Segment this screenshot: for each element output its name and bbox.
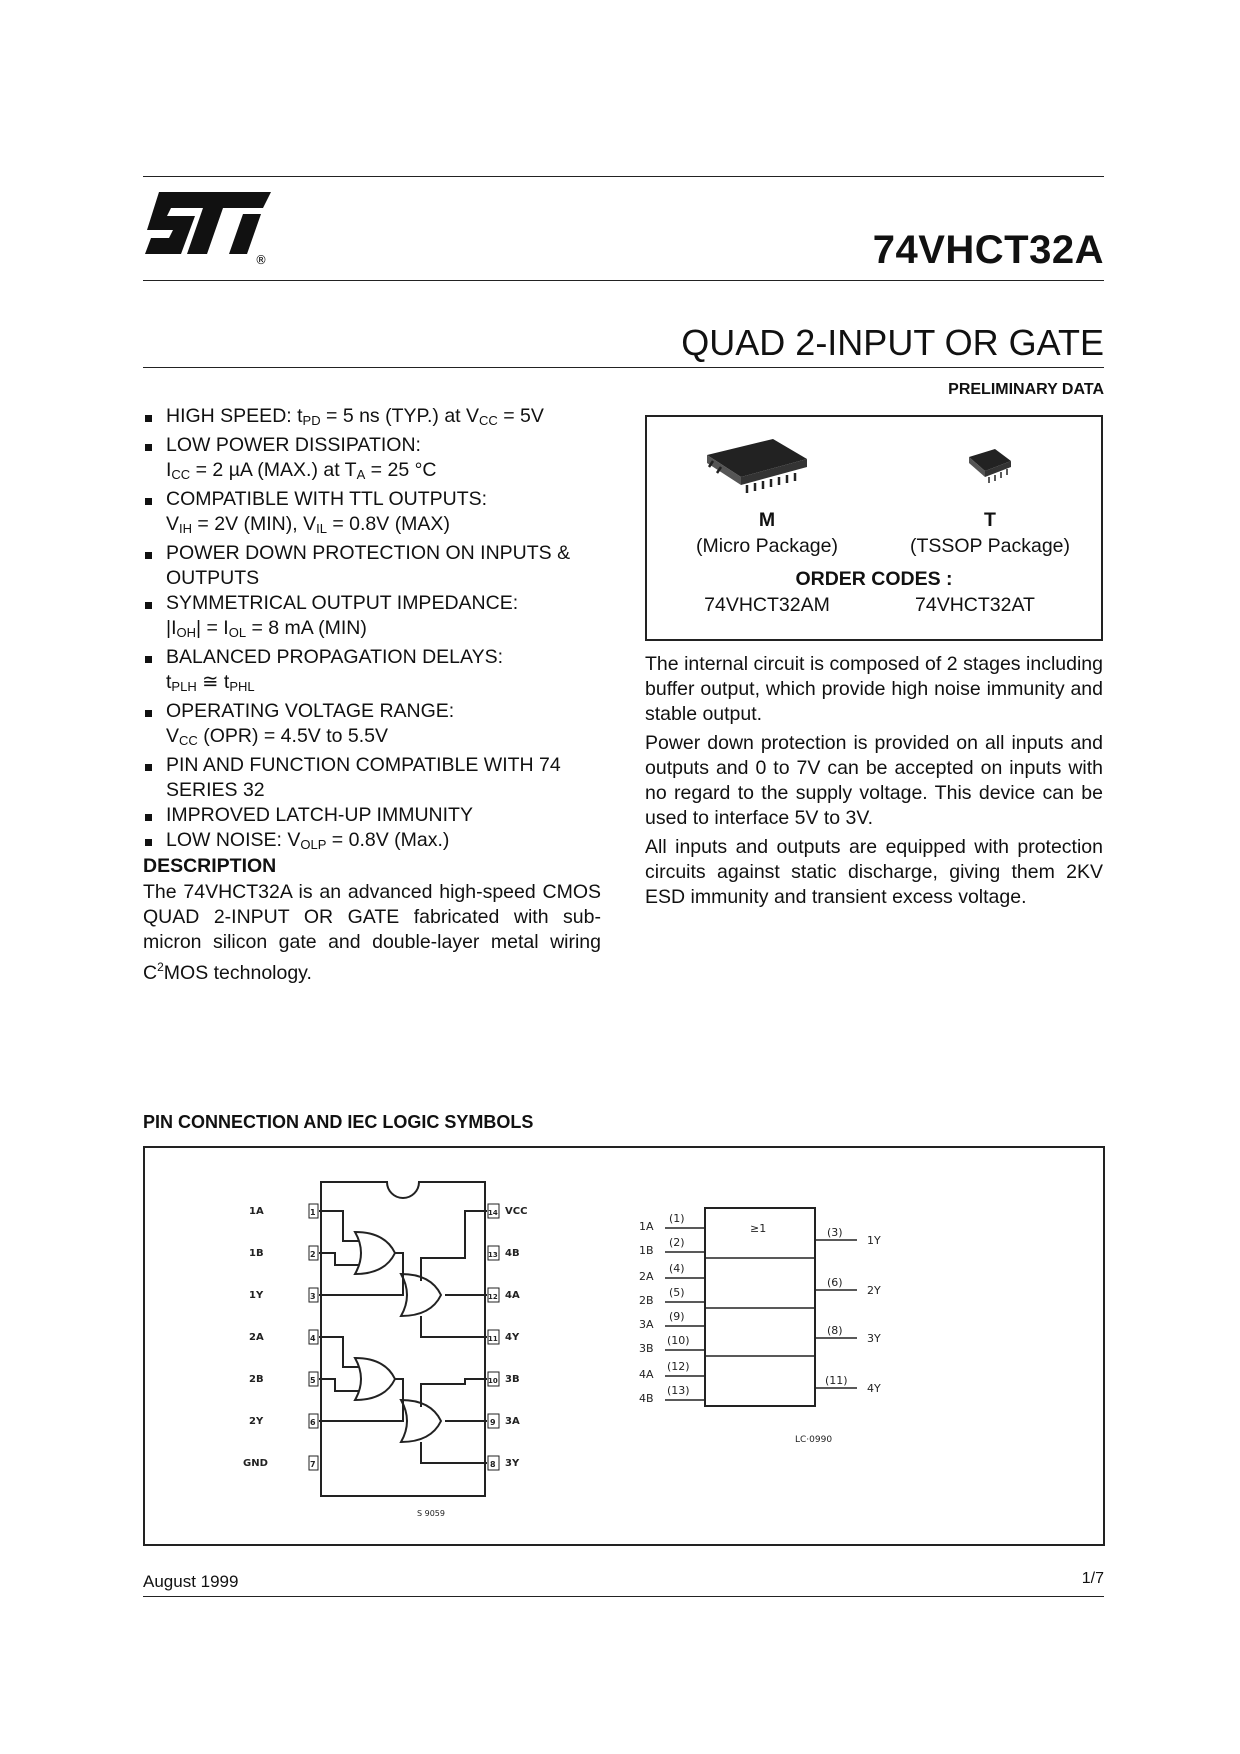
dip-pinout-diagram [243, 1182, 527, 1518]
tssop-package-image [965, 447, 1015, 487]
package-box [645, 415, 1103, 641]
order-codes-title: ORDER CODES : [795, 568, 953, 590]
svg-text:8: 8 [490, 1460, 496, 1469]
iec-output-num-6: (6) [827, 1276, 843, 1289]
iec-input-4b: 4B [639, 1392, 654, 1405]
pin-diagrams [145, 1148, 1103, 1544]
preliminary-data-label: PRELIMINARY DATA [948, 381, 1104, 398]
iec-output-1y: 1Y [867, 1234, 881, 1247]
order-code-m: 74VHCT32AM [704, 594, 830, 616]
logo-registered-mark: ® [255, 253, 267, 267]
svg-text:6: 6 [310, 1418, 316, 1427]
iec-input-2a: 2A [639, 1270, 654, 1283]
feature-list [143, 404, 613, 857]
svg-text:4: 4 [310, 1334, 316, 1343]
feature-pin-compatible: PIN AND FUNCTION COMPATIBLE WITH 74 SERIES 32 [143, 753, 613, 803]
right-pin-13 [488, 1246, 520, 1260]
svg-text:14: 14 [488, 1209, 498, 1217]
pin-connection-box [143, 1146, 1105, 1546]
right-pin-10 [488, 1372, 520, 1386]
svg-text:VCC: VCC [505, 1206, 528, 1217]
iec-input-num-13: (13) [667, 1384, 690, 1397]
svg-text:1B: 1B [249, 1248, 264, 1259]
internal-circuit-paragraph: The internal circuit is composed of 2 stages including buffer output, which provide high noise immunity and stable output. [645, 653, 1103, 725]
iec-input-1a: 1A [639, 1220, 654, 1233]
svg-text:3A: 3A [505, 1416, 520, 1427]
iec-input-3b: 3B [639, 1342, 654, 1355]
svg-text:12: 12 [488, 1293, 498, 1301]
feature-ttl-compatible: COMPATIBLE WITH TTL OUTPUTS: $V_{IH} = 2V$ (MIN), $V_{IL} = 0.8V$ (MAX) [143, 487, 613, 541]
iec-logic-symbol [639, 1208, 881, 1445]
pin-connection-heading: PIN CONNECTION AND IEC LOGIC SYMBOLS [143, 1112, 534, 1132]
iec-input-num-1: (1) [669, 1212, 685, 1225]
svg-text:2A: 2A [249, 1332, 264, 1343]
micro-package-letter: M [758, 509, 776, 531]
iec-diagram-code: LC·0990 [795, 1435, 833, 1445]
svg-text:2B: 2B [249, 1374, 264, 1385]
svg-text:3B: 3B [505, 1374, 520, 1385]
svg-text:10: 10 [488, 1377, 498, 1385]
tssop-package-letter: T [984, 509, 996, 531]
svg-text:1: 1 [310, 1208, 316, 1217]
iec-input-num-10: (10) [667, 1334, 690, 1347]
feature-power-down: POWER DOWN PROTECTION ON INPUTS & OUTPUTS [143, 541, 613, 591]
feature-low-power: LOW POWER DISSIPATION: $I_{CC} = 2$ µA (MAX.) at $T_A = 25$ °C [143, 433, 613, 487]
iec-output-2y: 2Y [867, 1284, 881, 1297]
feature-high-speed: HIGH SPEED: $t_{PD} = 5$ ns (TYP.) at $V_{CC} = 5V$ [143, 404, 613, 433]
order-code-t: 74VHCT32AT [915, 594, 1035, 616]
svg-text:5: 5 [310, 1376, 316, 1385]
svg-text:GND: GND [243, 1458, 268, 1469]
iec-input-4a: 4A [639, 1368, 654, 1381]
svg-text:3: 3 [310, 1292, 316, 1301]
title-rule [143, 367, 1104, 368]
footer-rule [143, 1596, 1104, 1597]
left-pin-6 [249, 1414, 318, 1428]
svg-text:4A: 4A [505, 1290, 520, 1301]
footer-page-number: 1/7 [1081, 1570, 1104, 1587]
micro-package-name: (Micro Package) [696, 535, 838, 557]
dip-diagram-code: S 9059 [417, 1509, 445, 1518]
iec-input-1b: 1B [639, 1244, 654, 1257]
left-pin-1 [249, 1204, 318, 1218]
svg-text:9: 9 [490, 1418, 496, 1427]
iec-output-num-8: (8) [827, 1324, 843, 1337]
or-gate-3 [355, 1358, 395, 1400]
svg-text:2Y: 2Y [249, 1416, 264, 1427]
esd-protection-paragraph: All inputs and outputs are equipped with protection circuits against static discharge, giving them 2KV ESD immunity and transient excess voltage. [645, 836, 1103, 908]
tssop-package-name: (TSSOP Package) [909, 535, 1071, 557]
svg-text:11: 11 [488, 1335, 498, 1343]
svg-text:2: 2 [310, 1250, 316, 1259]
iec-output-4y: 4Y [867, 1382, 881, 1395]
iec-output-num-3: (3) [827, 1226, 843, 1239]
feature-low-noise: LOW NOISE: $V_{OLP} = 0.8V$ (Max.) [143, 828, 613, 857]
left-pin-5 [249, 1372, 318, 1386]
svg-text:4B: 4B [505, 1248, 520, 1259]
iec-output-3y: 3Y [867, 1332, 881, 1345]
power-down-paragraph: Power down protection is provided on all inputs and outputs and 0 to 7V can be accepted on inputs with no regard to the supply voltage. This device can be used to interface 5V to 3V. [645, 732, 1103, 829]
document-title: QUAD 2-INPUT OR GATE [681, 322, 1104, 363]
svg-text:13: 13 [488, 1251, 498, 1259]
feature-latch-up: IMPROVED LATCH-UP IMMUNITY [143, 803, 613, 828]
svg-text:4Y: 4Y [505, 1332, 520, 1343]
iec-input-num-9: (9) [669, 1310, 685, 1323]
feature-voltage-range: OPERATING VOLTAGE RANGE: $V_{CC}$ (OPR) = 4.5V to 5.5V [143, 699, 613, 753]
left-pin-4 [249, 1330, 318, 1344]
iec-input-num-2: (2) [669, 1236, 685, 1249]
iec-input-num-12: (12) [667, 1360, 690, 1373]
iec-input-num-5: (5) [669, 1286, 685, 1299]
svg-text:1Y: 1Y [249, 1290, 264, 1301]
footer-date: August 1999 [143, 1572, 239, 1591]
micro-package-image [703, 437, 813, 497]
description-text: The 74VHCT32A is an advanced high-speed CMOS QUAD 2-INPUT OR GATE fabricated with sub-micron silicon gate and double-layer metal wiring $C^2MOS$ technology. [143, 881, 601, 984]
left-pin-3 [249, 1288, 318, 1302]
left-pin-7 [243, 1456, 318, 1470]
svg-text:7: 7 [310, 1460, 316, 1469]
iec-or-symbol: ≥1 [750, 1222, 767, 1235]
st-logo [143, 190, 273, 270]
feature-output-impedance: SYMMETRICAL OUTPUT IMPEDANCE: $|I_{OH}| = I_{OL} = 8$ mA (MIN) [143, 591, 613, 645]
header-rule [143, 280, 1104, 281]
right-pin-9 [488, 1414, 520, 1428]
part-number: 74VHCT32A [872, 228, 1104, 272]
iec-input-2b: 2B [639, 1294, 654, 1307]
svg-text:3Y: 3Y [505, 1458, 520, 1469]
device-notes [645, 652, 1103, 914]
feature-propagation-delays: BALANCED PROPAGATION DELAYS: $t_{PLH}$ ≅ $t_{PHL}$ [143, 645, 613, 699]
iec-input-3a: 3A [639, 1318, 654, 1331]
description-heading: DESCRIPTION [143, 855, 277, 877]
top-rule [143, 176, 1104, 177]
left-pin-2 [249, 1246, 318, 1260]
right-pin-14 [488, 1204, 527, 1218]
svg-text:1A: 1A [249, 1206, 264, 1217]
iec-input-num-4: (4) [669, 1262, 685, 1275]
or-gate-1 [355, 1232, 395, 1274]
right-pin-12 [488, 1288, 520, 1302]
iec-output-num-11: (11) [825, 1374, 848, 1387]
right-pin-11 [488, 1330, 520, 1344]
right-pin-8 [488, 1456, 520, 1470]
